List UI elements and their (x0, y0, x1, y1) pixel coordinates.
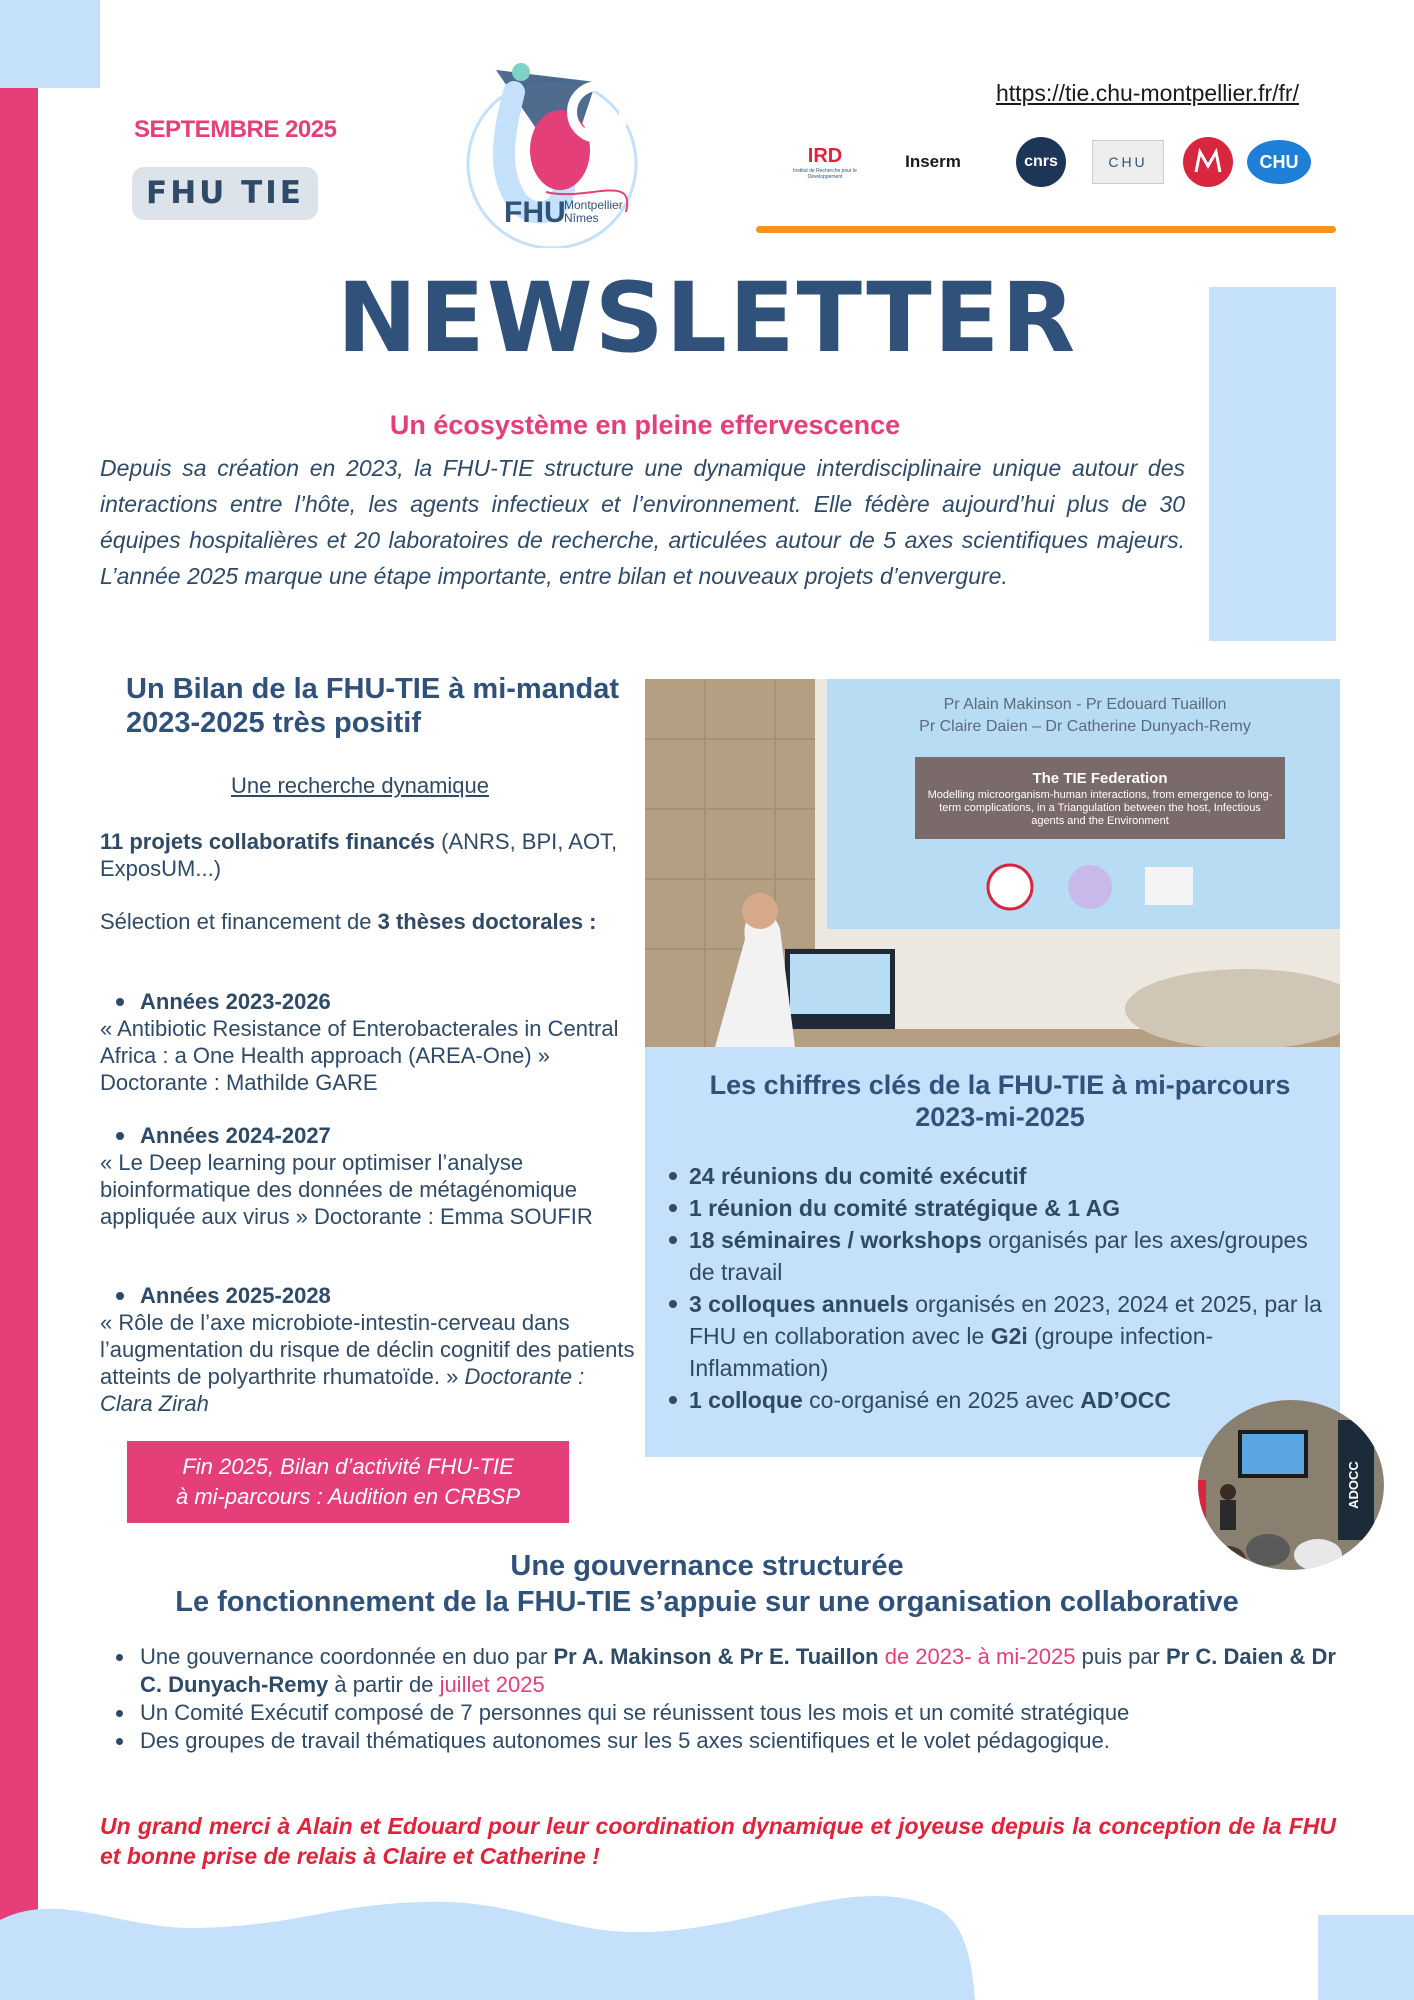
thesis-description (100, 1309, 640, 1417)
chu-nimes-logo (1092, 132, 1164, 192)
slide-box-text: Modelling microorganism-human interactions, from emergence to long-term complications, in a Triangulation between the host, Infectious agents and the Environment (927, 789, 1273, 827)
website-link[interactable]: https://tie.chu-montpellier.fr/fr/ (996, 80, 1299, 106)
thesis-description: « Antibiotic Resistance of Enterobacterales in Central Africa : a One Health approach (AREA-One) » Doctorante : Mathilde GARE (100, 1016, 619, 1095)
partner-logos (790, 132, 1310, 192)
slide-presenters-line2: Pr Claire Daien – Dr Catherine Dunyach-Remy (919, 718, 1251, 735)
thesis-item (100, 988, 640, 1096)
event-photo (1198, 1400, 1384, 1570)
thesis-description: « Le Deep learning pour optimiser l’analyse bioinformatique des données de métagénomique appliquée aux virus » Doctorante : Emma SOUFIR (100, 1150, 593, 1229)
gov-item-text: Une gouvernance coordonnée en duo par (140, 1644, 554, 1669)
cnrs-logo-text: cnrs (1016, 137, 1066, 187)
key-figure-co-organized-detail: co-organisé en 2025 avec (802, 1387, 1081, 1413)
research-subheading-text: Une recherche dynamique (230, 773, 490, 798)
ird-logo-subtitle: Institut de Recherche pour le Développement (793, 167, 857, 180)
inserm-logo (878, 132, 988, 192)
slide-presenters-line1: Pr Alain Makinson - Pr Edouard Tuaillon (943, 696, 1227, 713)
gov-first-coordinators: Pr A. Makinson & Pr E. Tuaillon (553, 1644, 879, 1669)
activity-review-banner (127, 1441, 569, 1523)
list-item (665, 1192, 1335, 1224)
header-divider (756, 226, 1336, 233)
fhu-badge: FHU TIE (132, 167, 318, 220)
key-figures-list (665, 1160, 1335, 1416)
key-figure-g2i-detail: (groupe infection-Inflammation) (689, 1323, 1214, 1381)
chu-montpellier-logo-text: CHU (1247, 140, 1311, 184)
gov-new-period: juillet 2025 (439, 1672, 545, 1697)
fhu-tie-logo (446, 52, 658, 248)
thesis-selection (100, 908, 640, 935)
gov-working-groups: Des groupes de travail thématiques autonomes sur les 5 axes scientifiques et le volet pédagogique. (140, 1728, 1110, 1753)
corner-decoration-bottom-right (1318, 1915, 1414, 2000)
list-item (113, 1727, 1343, 1755)
bilan-heading: Un Bilan de la FHU-TIE à mi-mandat 2023-2025 très positif (126, 673, 620, 739)
gov-executive-committee: Un Comité Exécutif composé de 7 personnes qui se réunissent tous les mois et un comité stratégique (140, 1700, 1130, 1725)
key-figure-seminars: 18 séminaires / workshops (689, 1227, 982, 1253)
list-item (113, 1699, 1343, 1727)
slide-box-title: The TIE Federation (1032, 770, 1168, 787)
gov-item-text: à partir de (328, 1672, 440, 1697)
governance-heading: Une gouvernance structurée (510, 1550, 904, 1582)
university-montpellier-emblem (1182, 136, 1234, 188)
logo-city-nimes: Nîmes (564, 211, 599, 225)
key-figures-heading: Les chiffres clés de la FHU-TIE à mi-parcours 2023-mi-2025 (709, 1070, 1291, 1132)
funded-projects-count: 11 projets collaboratifs financés (100, 829, 436, 854)
conference-photo (645, 679, 1340, 1047)
thesis-description-text: « Rôle de l’axe microbiote-intestin-cerveau dans l’augmentation du risque de déclin cognitif des patients atteints de polyarthrite rhumatoïde. » (100, 1310, 635, 1389)
key-figure-executive-meetings: 24 réunions du comité exécutif (689, 1163, 1027, 1189)
thesis-item (100, 1282, 640, 1417)
intro-paragraph: Depuis sa création en 2023, la FHU-TIE structure une dynamique interdisciplinaire unique autour des interactions entre l’hôte, les agents infectieux et l’environnement. Elle fédère aujourd’hui plus de 30 équipes hospitalières et 20 laboratoires de recherche, articulées autour de 5 axes scientifiques majeurs. L’année 2025 marque une étape importante, entre bilan et nouveaux projets d’envergure. (100, 455, 1185, 589)
key-figure-colloquia: 3 colloques annuels (689, 1291, 909, 1317)
governance-list (113, 1643, 1343, 1755)
event-banner-text: ADOCC (1346, 1461, 1361, 1509)
thesis-years: Années 2025-2028 (116, 1282, 640, 1309)
thesis-selection-count: 3 thèses doctorales : (377, 909, 597, 934)
key-figure-strategic-meeting: 1 réunion du comité stratégique & 1 AG (689, 1195, 1121, 1221)
list-item (665, 1288, 1335, 1384)
gov-new-coordinators: Pr C. Daien & Dr C. Dunyach-Remy (140, 1644, 1336, 1697)
funded-projects (100, 828, 640, 882)
key-figure-adocc: AD’OCC (1080, 1387, 1171, 1413)
key-figure-seminars-detail: organisés par les axes/groupes de travail (689, 1227, 1308, 1285)
inserm-logo-text: Inserm (905, 152, 961, 171)
gov-first-period: de 2023- à mi-2025 (878, 1644, 1076, 1669)
ird-logo (790, 132, 860, 192)
research-subheading (100, 773, 620, 799)
thesis-years: Années 2024-2027 (116, 1122, 640, 1149)
list-item (113, 1643, 1343, 1699)
governance-subheading: Le fonctionnement de la FHU-TIE s’appuie sur une organisation collaborative (175, 1586, 1239, 1618)
thanks-message: Un grand merci à Alain et Edouard pour leur coordination dynamique et joyeuse depuis la conception de la FHU et bonne prise de relais à Claire et Catherine ! (100, 1813, 1336, 1869)
key-figure-colloquia-detail: organisés en 2023, 2024 et 2025, par la FHU en collaboration avec le (689, 1291, 1322, 1349)
logo-city-montpellier: Montpellier (564, 198, 623, 212)
chu-montpellier-logo (1246, 132, 1312, 192)
list-item (665, 1224, 1335, 1288)
chu-nimes-logo-text: CHU (1092, 140, 1164, 184)
key-figure-g2i: G2i (990, 1323, 1028, 1349)
cnrs-logo (1016, 132, 1066, 192)
issue-date: SEPTEMBRE 2025 (134, 116, 337, 143)
logo-text: FHU (504, 196, 566, 229)
thesis-years: Années 2023-2026 (116, 988, 640, 1015)
page-title: NEWSLETTER (336, 262, 1078, 374)
activity-review-line1: Fin 2025, Bilan d’activité FHU-TIE (182, 1454, 514, 1479)
university-montpellier-logo (1182, 132, 1234, 192)
gov-item-text: puis par (1075, 1644, 1166, 1669)
thesis-item (100, 1122, 640, 1230)
thesis-student: Doctorante : Clara Zirah (100, 1364, 585, 1416)
ird-logo-text: IRD (807, 144, 843, 167)
list-item (665, 1160, 1335, 1192)
intro-heading: Un écosystème en pleine effervescence (389, 410, 901, 440)
list-item (665, 1384, 1335, 1416)
key-figure-co-organized: 1 colloque (689, 1387, 803, 1413)
bottom-wave-decoration (0, 1880, 980, 2000)
funded-projects-sources: (ANRS, BPI, AOT, ExposUM...) (100, 829, 618, 881)
activity-review-line2: à mi-parcours : Audition en CRBSP (176, 1484, 520, 1509)
corner-decoration-top-left (0, 0, 100, 88)
thesis-selection-intro: Sélection et financement de (100, 909, 378, 934)
